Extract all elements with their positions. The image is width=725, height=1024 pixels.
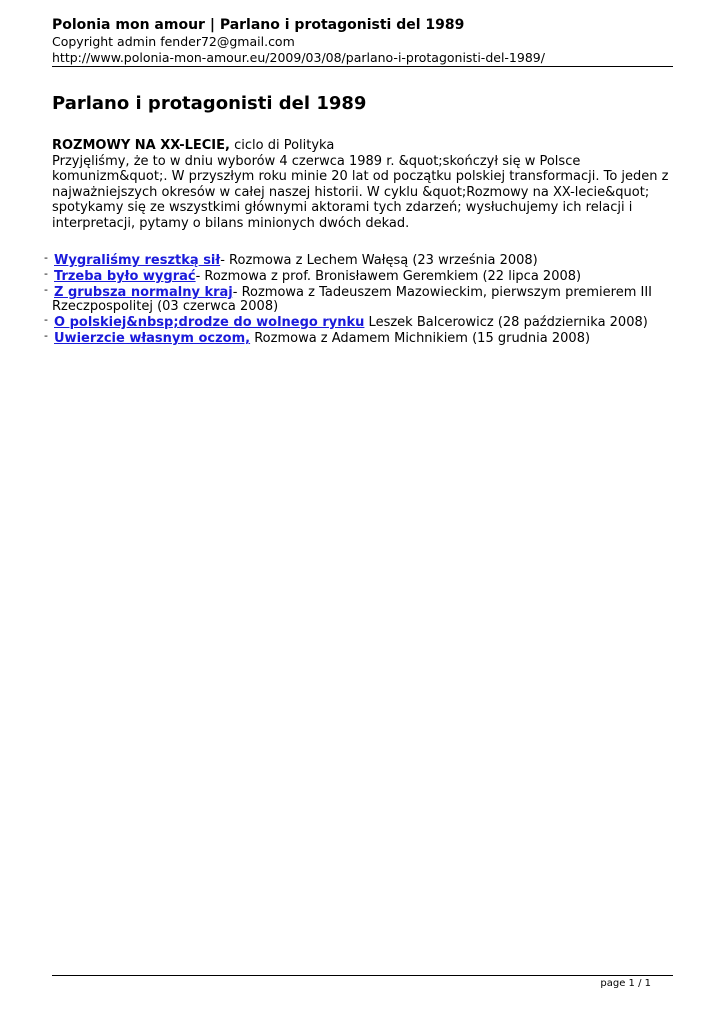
list-bullet: -: [44, 267, 48, 281]
list-item: [44, 267, 674, 283]
intro-paragraph: Przyjęliśmy, że to w dniu wyborów 4 czerwca 1989 r. &quot;skończył się w Polsce komunizm&quot;. W przyszłym roku minie 20 lat od początku polskiej transformacji. To jeden z najważniejszych okresów w całej naszej historii. W cyklu &quot;Rozmowy na XX-lecie&quot; spotykamy się ze wszystkimi głównymi aktorami tych zdarzeń; wysłuchujemy ich relacji i interpretacji, pytamy o bilans minionych dwóch dekad.: [52, 153, 669, 231]
intro-lead-rest: ciclo di Polityka: [229, 138, 335, 153]
list-bullet: -: [44, 283, 48, 297]
list-item-text: - Rozmowa z Tadeuszem Mazowieckim, pierwszym premierem III: [232, 285, 653, 301]
list-item: [44, 313, 674, 329]
list-bullet: -: [44, 251, 48, 264]
list-bullet: -: [44, 329, 48, 343]
interview-list: [44, 251, 674, 345]
document-header: [52, 16, 672, 66]
interview-link-geremek[interactable]: Trzeba było wygrać: [54, 269, 196, 285]
page-number: page 1 / 1: [600, 978, 651, 989]
list-item: [44, 283, 674, 299]
interview-link-balcerowicz[interactable]: O polskiej&nbsp;drodze do wolnego rynku: [54, 314, 365, 330]
intro-lead-bold: ROZMOWY NA XX-LECIE,: [52, 138, 230, 153]
list-item: [44, 329, 674, 345]
header-title: Polonia mon amour | Parlano i protagonisti del 1989: [52, 17, 465, 33]
interview-link-walesa[interactable]: Wygraliśmy resztką sił: [54, 253, 221, 268]
interview-link-michnik[interactable]: Uwierzcie własnym oczom,: [54, 331, 251, 347]
page-title: Parlano i protagonisti del 1989: [52, 93, 367, 114]
list-item-continuation: Rzeczpospolitej (03 czerwca 2008): [52, 298, 279, 314]
list-item-text: - Rozmowa z Lechem Wałęsą (23 września 2008): [220, 253, 538, 268]
list-item: [44, 251, 674, 267]
header-copyright: Copyright admin fender72@gmail.com: [52, 34, 295, 49]
list-item-text: Rozmowa z Adamem Michnikiem (15 grudnia 2008): [250, 331, 591, 347]
list-bullet: -: [44, 312, 48, 326]
intro-block: [52, 138, 677, 232]
header-url: http://www.polonia-mon-amour.eu/2009/03/08/parlano-i-protagonisti-del-1989/: [52, 50, 545, 65]
list-item-text: Leszek Balcerowicz (28 października 2008): [364, 314, 648, 330]
header-divider: [52, 66, 673, 67]
list-item-text: - Rozmowa z prof. Bronisławem Geremkiem (22 lipca 2008): [195, 269, 582, 285]
footer-divider: [52, 975, 673, 976]
intro-lead-line: [52, 138, 677, 154]
interview-link-mazowiecki[interactable]: Z grubsza normalny kraj: [54, 285, 233, 301]
